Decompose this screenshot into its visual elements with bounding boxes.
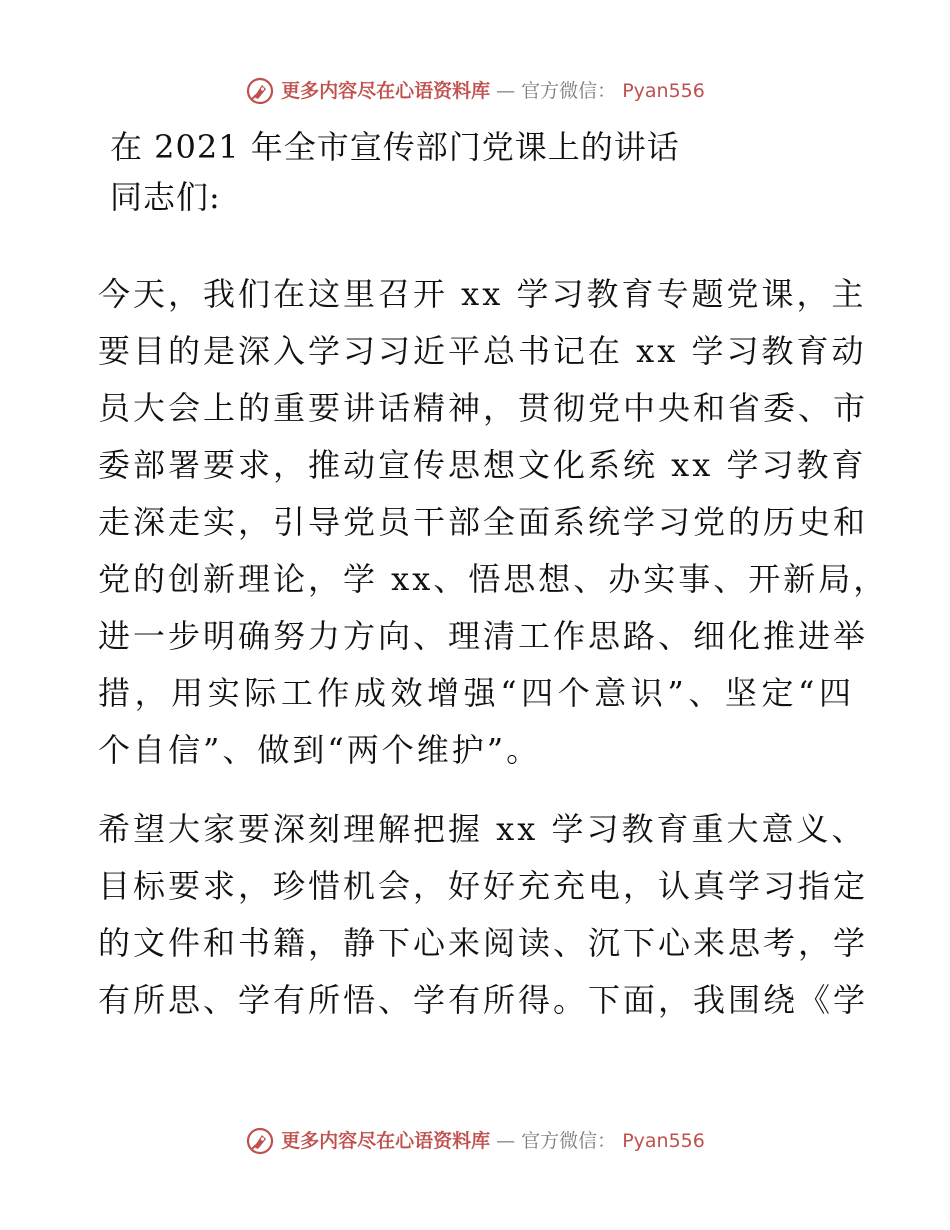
paragraph-2 — [98, 801, 869, 1029]
document-title: 在 2021 年全市宣传部门党课上的讲话 — [110, 128, 680, 166]
paragraph-line: 委部署要求，推动宣传思想文化系统 xx 学习教育 — [98, 446, 867, 484]
watermark-wechat-id: Pyan556 — [622, 80, 705, 102]
paragraph-line: 今天，我们在这里召开 xx 学习教育专题党课，主 — [98, 275, 867, 313]
paragraph-line: 进一步明确努力方向、理清工作思路、细化推进举 — [98, 617, 869, 655]
paragraph-line: 目标要求，珍惜机会，好好充充电，认真学习指定 — [98, 867, 869, 905]
paragraph-line: 党的创新理论，学 xx、悟思想、办实事、开新局， — [98, 560, 889, 598]
watermark-main-text: 更多内容尽在心语资料库 — [281, 1130, 491, 1152]
pen-nib-circle-icon — [245, 76, 275, 106]
paragraph-line: 措，用实际工作成效增强“四个意识”、坚定“四 — [98, 674, 854, 712]
paragraph-line: 的文件和书籍，静下心来阅读、沉下心来思考，学 — [98, 924, 869, 962]
watermark-separator: — — [496, 1130, 516, 1152]
watermark-wechat-id: Pyan556 — [622, 1130, 705, 1152]
salutation: 同志们: — [110, 178, 221, 216]
watermark-header — [0, 76, 950, 106]
paragraph-line: 要目的是深入学习习近平总书记在 xx 学习教育动 — [98, 332, 867, 370]
watermark-label: 官方微信： — [521, 1130, 617, 1152]
paragraph-line: 员大会上的重要讲话精神，贯彻党中央和省委、市 — [98, 389, 869, 427]
paragraph-line: 希望大家要深刻理解把握 xx 学习教育重大意义、 — [98, 810, 867, 848]
paragraph-line: 有所思、学有所悟、学有所得。下面，我围绕《学 — [98, 981, 869, 1019]
watermark-separator: — — [496, 80, 516, 102]
watermark-label: 官方微信： — [521, 80, 617, 102]
watermark-footer — [0, 1126, 950, 1156]
paragraph-1 — [98, 266, 889, 779]
pen-nib-circle-icon — [245, 1126, 275, 1156]
paragraph-line: 个自信”、做到“两个维护”。 — [98, 731, 542, 769]
watermark-main-text: 更多内容尽在心语资料库 — [281, 80, 491, 102]
paragraph-line: 走深走实，引导党员干部全面系统学习党的历史和 — [98, 503, 869, 541]
